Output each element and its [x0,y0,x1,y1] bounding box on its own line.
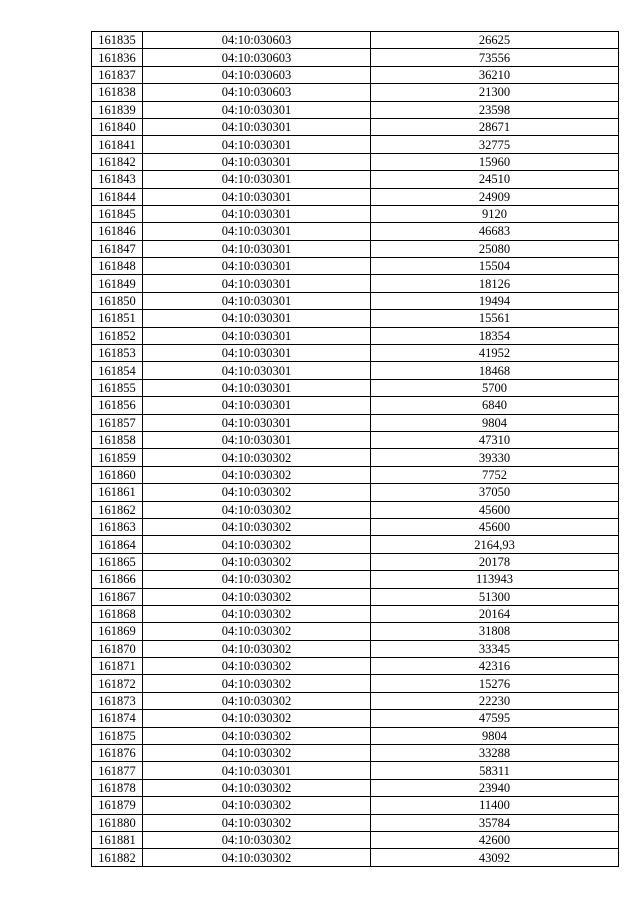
code-cell: 04:10:030301 [143,136,371,153]
row-id-cell: 161850 [92,292,143,309]
table-row [92,571,619,588]
value-cell: 11400 [371,797,619,814]
value-cell: 24909 [371,188,619,205]
table-row [92,240,619,257]
code-cell: 04:10:030301 [143,292,371,309]
code-cell: 04:10:030302 [143,849,371,866]
table-row [92,223,619,240]
table-row [92,310,619,327]
value-cell: 22230 [371,692,619,709]
code-cell: 04:10:030302 [143,779,371,796]
value-cell: 36210 [371,66,619,83]
row-id-cell: 161859 [92,449,143,466]
table-row [92,536,619,553]
code-cell: 04:10:030302 [143,640,371,657]
row-id-cell: 161835 [92,32,143,49]
code-cell: 04:10:030603 [143,49,371,66]
code-cell: 04:10:030301 [143,397,371,414]
value-cell: 32775 [371,136,619,153]
table-row [92,136,619,153]
value-cell: 42316 [371,658,619,675]
value-cell: 9804 [371,727,619,744]
table-row [92,49,619,66]
code-cell: 04:10:030301 [143,188,371,205]
code-cell: 04:10:030302 [143,588,371,605]
table-row [92,745,619,762]
row-id-cell: 161864 [92,536,143,553]
table-row [92,292,619,309]
value-cell: 7752 [371,466,619,483]
row-id-cell: 161881 [92,831,143,848]
value-cell: 19494 [371,292,619,309]
table-row [92,327,619,344]
table-row [92,675,619,692]
value-cell: 113943 [371,571,619,588]
row-id-cell: 161873 [92,692,143,709]
row-id-cell: 161839 [92,101,143,118]
table-row [92,397,619,414]
code-cell: 04:10:030301 [143,310,371,327]
table-row [92,431,619,448]
table-row [92,466,619,483]
value-cell: 18354 [371,327,619,344]
row-id-cell: 161872 [92,675,143,692]
table-row [92,727,619,744]
table-row [92,153,619,170]
value-cell: 47595 [371,710,619,727]
code-cell: 04:10:030603 [143,84,371,101]
table-row [92,32,619,49]
table-row [92,501,619,518]
table-row [92,84,619,101]
table-row [92,710,619,727]
row-id-cell: 161867 [92,588,143,605]
code-cell: 04:10:030302 [143,536,371,553]
value-cell: 47310 [371,431,619,448]
value-cell: 9804 [371,414,619,431]
row-id-cell: 161842 [92,153,143,170]
code-cell: 04:10:030301 [143,362,371,379]
table-row [92,640,619,657]
table-row [92,379,619,396]
code-cell: 04:10:030302 [143,623,371,640]
value-cell: 35784 [371,814,619,831]
table-row [92,484,619,501]
row-id-cell: 161854 [92,362,143,379]
row-id-cell: 161843 [92,171,143,188]
row-id-cell: 161855 [92,379,143,396]
code-cell: 04:10:030603 [143,66,371,83]
value-cell: 20164 [371,605,619,622]
value-cell: 25080 [371,240,619,257]
table-row [92,779,619,796]
value-cell: 15960 [371,153,619,170]
table-row [92,66,619,83]
row-id-cell: 161838 [92,84,143,101]
code-cell: 04:10:030301 [143,223,371,240]
code-cell: 04:10:030301 [143,275,371,292]
table-row [92,345,619,362]
table-row [92,814,619,831]
code-cell: 04:10:030302 [143,466,371,483]
value-cell: 18468 [371,362,619,379]
row-id-cell: 161846 [92,223,143,240]
row-id-cell: 161845 [92,205,143,222]
code-cell: 04:10:030302 [143,831,371,848]
table-row [92,101,619,118]
row-id-cell: 161874 [92,710,143,727]
code-cell: 04:10:030302 [143,710,371,727]
row-id-cell: 161847 [92,240,143,257]
value-cell: 42600 [371,831,619,848]
value-cell: 26625 [371,32,619,49]
row-id-cell: 161882 [92,849,143,866]
table-row [92,449,619,466]
value-cell: 33288 [371,745,619,762]
row-id-cell: 161861 [92,484,143,501]
table-row [92,118,619,135]
code-cell: 04:10:030302 [143,553,371,570]
value-cell: 20178 [371,553,619,570]
table-row [92,849,619,866]
table-row [92,692,619,709]
row-id-cell: 161852 [92,327,143,344]
table-row [92,588,619,605]
code-cell: 04:10:030302 [143,692,371,709]
value-cell: 58311 [371,762,619,779]
value-cell: 5700 [371,379,619,396]
row-id-cell: 161878 [92,779,143,796]
table-row [92,797,619,814]
table-row [92,275,619,292]
row-id-cell: 161869 [92,623,143,640]
code-cell: 04:10:030301 [143,345,371,362]
value-cell: 39330 [371,449,619,466]
value-cell: 28671 [371,118,619,135]
value-cell: 24510 [371,171,619,188]
code-cell: 04:10:030301 [143,153,371,170]
table-row [92,762,619,779]
value-cell: 15276 [371,675,619,692]
code-cell: 04:10:030302 [143,745,371,762]
row-id-cell: 161848 [92,258,143,275]
value-cell: 73556 [371,49,619,66]
code-cell: 04:10:030302 [143,797,371,814]
code-cell: 04:10:030301 [143,379,371,396]
row-id-cell: 161876 [92,745,143,762]
value-cell: 43092 [371,849,619,866]
row-id-cell: 161877 [92,762,143,779]
row-id-cell: 161857 [92,414,143,431]
row-id-cell: 161841 [92,136,143,153]
table-row [92,518,619,535]
value-cell: 46683 [371,223,619,240]
row-id-cell: 161880 [92,814,143,831]
value-cell: 18126 [371,275,619,292]
table-row [92,553,619,570]
row-id-cell: 161879 [92,797,143,814]
value-cell: 45600 [371,518,619,535]
code-cell: 04:10:030302 [143,484,371,501]
row-id-cell: 161856 [92,397,143,414]
table-row [92,258,619,275]
code-cell: 04:10:030301 [143,258,371,275]
row-id-cell: 161837 [92,66,143,83]
table-row [92,171,619,188]
value-cell: 15561 [371,310,619,327]
value-cell: 45600 [371,501,619,518]
value-cell: 51300 [371,588,619,605]
data-table [91,31,619,867]
code-cell: 04:10:030302 [143,449,371,466]
code-cell: 04:10:030302 [143,675,371,692]
code-cell: 04:10:030302 [143,501,371,518]
value-cell: 31808 [371,623,619,640]
value-cell: 15504 [371,258,619,275]
table-row [92,605,619,622]
value-cell: 23940 [371,779,619,796]
row-id-cell: 161858 [92,431,143,448]
table-row [92,414,619,431]
row-id-cell: 161840 [92,118,143,135]
code-cell: 04:10:030603 [143,32,371,49]
row-id-cell: 161868 [92,605,143,622]
table-row [92,188,619,205]
row-id-cell: 161863 [92,518,143,535]
row-id-cell: 161866 [92,571,143,588]
code-cell: 04:10:030301 [143,205,371,222]
code-cell: 04:10:030301 [143,414,371,431]
code-cell: 04:10:030301 [143,101,371,118]
code-cell: 04:10:030302 [143,571,371,588]
code-cell: 04:10:030301 [143,240,371,257]
table-row [92,362,619,379]
row-id-cell: 161836 [92,49,143,66]
value-cell: 37050 [371,484,619,501]
value-cell: 21300 [371,84,619,101]
row-id-cell: 161860 [92,466,143,483]
row-id-cell: 161844 [92,188,143,205]
row-id-cell: 161871 [92,658,143,675]
code-cell: 04:10:030301 [143,171,371,188]
code-cell: 04:10:030302 [143,814,371,831]
code-cell: 04:10:030302 [143,658,371,675]
code-cell: 04:10:030301 [143,431,371,448]
code-cell: 04:10:030302 [143,605,371,622]
table-row [92,831,619,848]
row-id-cell: 161870 [92,640,143,657]
value-cell: 33345 [371,640,619,657]
value-cell: 23598 [371,101,619,118]
code-cell: 04:10:030301 [143,118,371,135]
code-cell: 04:10:030301 [143,762,371,779]
code-cell: 04:10:030301 [143,327,371,344]
table-body [92,32,619,867]
table-row [92,658,619,675]
value-cell: 2164,93 [371,536,619,553]
row-id-cell: 161851 [92,310,143,327]
value-cell: 9120 [371,205,619,222]
code-cell: 04:10:030302 [143,518,371,535]
table-row [92,205,619,222]
code-cell: 04:10:030302 [143,727,371,744]
row-id-cell: 161849 [92,275,143,292]
table-row [92,623,619,640]
value-cell: 6840 [371,397,619,414]
row-id-cell: 161862 [92,501,143,518]
row-id-cell: 161853 [92,345,143,362]
row-id-cell: 161865 [92,553,143,570]
row-id-cell: 161875 [92,727,143,744]
value-cell: 41952 [371,345,619,362]
